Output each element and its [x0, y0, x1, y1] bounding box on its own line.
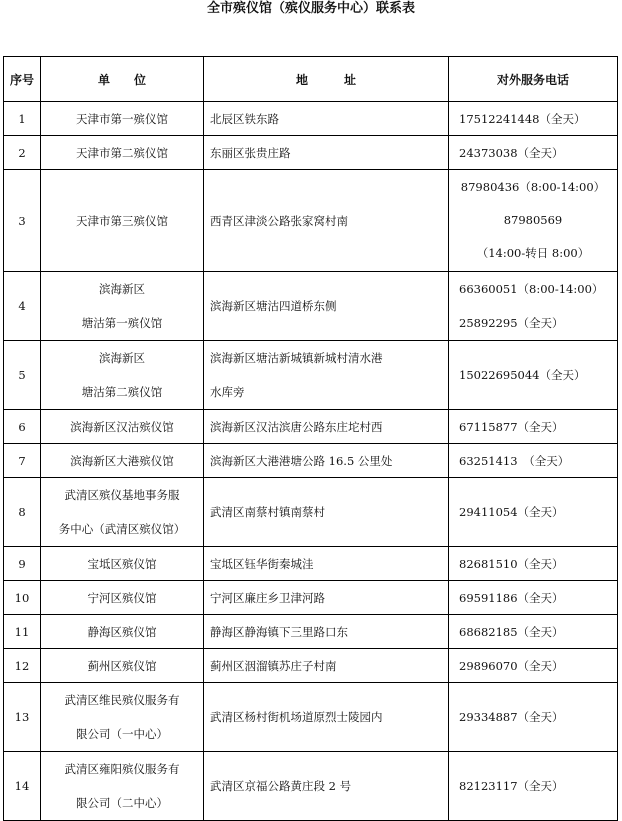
cell-unit-line: 务中心（武清区殡仪馆）	[58, 522, 186, 536]
cell-unit-line: 限公司（一中心）	[76, 727, 168, 741]
cell-unit-line: 宁河区殡仪馆	[87, 590, 157, 605]
cell-phone	[449, 581, 618, 615]
cell-serial-number: 2	[4, 136, 41, 170]
cell-phone-line: 63251413 （全天）	[459, 453, 570, 468]
cell-address-line: 水库旁	[210, 385, 245, 399]
cell-unit-line: 天津市第一殡仪馆	[76, 111, 168, 126]
cell-phone-line: 68682185（全天）	[459, 624, 564, 639]
cell-phone	[449, 136, 618, 170]
cell-address	[204, 581, 449, 615]
cell-unit	[41, 136, 204, 170]
cell-phone	[449, 272, 618, 341]
cell-unit	[41, 444, 204, 478]
cell-phone-line: 82681510（全天）	[459, 556, 564, 571]
header-address: 地 址	[204, 57, 449, 102]
cell-serial-number: 9	[4, 547, 41, 581]
cell-address	[204, 478, 449, 547]
table-body	[4, 102, 618, 821]
cell-address	[204, 341, 449, 410]
cell-address	[204, 272, 449, 341]
cell-phone	[449, 683, 618, 752]
cell-address-line: 武清区京福公路黄庄段 2 号	[210, 779, 352, 793]
cell-unit	[41, 272, 204, 341]
cell-address-line: 滨海新区汉沽滨唐公路东庄坨村西	[210, 419, 383, 434]
table-row	[4, 136, 618, 170]
cell-unit-line: 塘沽第一殡仪馆	[81, 316, 163, 330]
cell-unit-line: 武清区维民殡仪服务有	[64, 693, 180, 707]
table-row	[4, 683, 618, 752]
cell-unit	[41, 547, 204, 581]
table-row	[4, 102, 618, 136]
cell-phone	[449, 478, 618, 547]
header-phone: 对外服务电话	[449, 57, 618, 102]
table-row	[4, 444, 618, 478]
table-row	[4, 581, 618, 615]
cell-address	[204, 547, 449, 581]
cell-serial-number: 4	[4, 272, 41, 341]
cell-unit-line: 静海区殡仪馆	[87, 624, 157, 639]
cell-unit-line: 天津市第二殡仪馆	[76, 145, 168, 160]
cell-unit	[41, 410, 204, 444]
cell-unit-line: 滨海新区大港殡仪馆	[70, 453, 174, 468]
table-row	[4, 547, 618, 581]
cell-address-line: 滨海新区塘沽四道桥东侧	[210, 299, 337, 313]
cell-serial-number: 14	[4, 752, 41, 821]
cell-serial-number: 13	[4, 683, 41, 752]
cell-serial-number: 8	[4, 478, 41, 547]
cell-phone	[449, 547, 618, 581]
cell-address	[204, 136, 449, 170]
cell-unit-line: 武清区雍阳殡仪服务有	[64, 762, 180, 776]
cell-address-line: 北辰区铁东路	[210, 111, 279, 126]
cell-address	[204, 615, 449, 649]
cell-address-line: 宁河区廉庄乡卫津河路	[210, 590, 325, 605]
cell-address-line: 武清区南蔡村镇南蔡村	[210, 505, 325, 519]
cell-unit	[41, 170, 204, 272]
cell-unit	[41, 102, 204, 136]
table-row	[4, 341, 618, 410]
cell-address-line: 滨海新区塘沽新城镇新城村清水港	[210, 351, 383, 365]
document-title: 全市殡仪馆（殡仪服务中心）联系表	[206, 1, 415, 16]
table-row	[4, 649, 618, 683]
cell-serial-number: 10	[4, 581, 41, 615]
cell-address	[204, 444, 449, 478]
cell-phone	[449, 410, 618, 444]
table-header-row	[4, 57, 618, 102]
cell-phone-line: 87980569	[503, 213, 563, 227]
table-row	[4, 478, 618, 547]
header-unit: 单 位	[41, 57, 204, 102]
cell-phone-line: 87980436（8:00-14:00）	[460, 180, 606, 194]
cell-unit-line: 武清区殡仪基地事务服	[64, 488, 180, 502]
cell-phone-line: （14:00-转日 8:00）	[476, 246, 590, 260]
cell-unit	[41, 341, 204, 410]
cell-unit-line: 天津市第三殡仪馆	[76, 213, 168, 228]
cell-serial-number: 3	[4, 170, 41, 272]
cell-phone	[449, 752, 618, 821]
funeral-home-contact-table	[3, 56, 618, 821]
cell-unit-line: 宝坻区殡仪馆	[87, 556, 157, 571]
cell-phone-line: 82123117（全天）	[459, 779, 564, 793]
cell-phone-line: 29334887（全天）	[459, 710, 564, 724]
table-row	[4, 410, 618, 444]
cell-phone-line: 67115877（全天）	[459, 419, 564, 434]
cell-address-line: 蓟州区洇溜镇苏庄子村南	[210, 658, 337, 673]
cell-phone-line: 24373038（全天）	[459, 145, 564, 160]
cell-phone-line: 17512241448（全天）	[459, 111, 586, 126]
cell-address-line: 西青区津淡公路张家窝村南	[210, 213, 348, 228]
cell-address-line: 武清区杨村街机场道原烈士陵园内	[210, 710, 383, 724]
cell-unit	[41, 581, 204, 615]
cell-serial-number: 11	[4, 615, 41, 649]
cell-address	[204, 683, 449, 752]
cell-unit-line: 限公司（二中心）	[76, 796, 168, 810]
cell-unit	[41, 752, 204, 821]
cell-unit	[41, 478, 204, 547]
cell-phone-line: 69591186（全天）	[459, 590, 564, 605]
cell-serial-number: 5	[4, 341, 41, 410]
cell-phone	[449, 444, 618, 478]
table-row	[4, 752, 618, 821]
cell-address-line: 宝坻区钰华街秦城洼	[210, 556, 314, 571]
cell-serial-number: 7	[4, 444, 41, 478]
table-row	[4, 272, 618, 341]
cell-address	[204, 170, 449, 272]
header-serial-number: 序号	[4, 57, 41, 102]
cell-unit-line: 塘沽第二殡仪馆	[81, 385, 163, 399]
cell-address-line: 滨海新区大港港塘公路 16.5 公里处	[210, 453, 393, 468]
cell-address	[204, 410, 449, 444]
cell-unit-line: 滨海新区	[99, 351, 145, 365]
cell-phone	[449, 615, 618, 649]
cell-unit-line: 滨海新区汉沽殡仪馆	[70, 419, 174, 434]
cell-address	[204, 752, 449, 821]
cell-phone	[449, 170, 618, 272]
cell-phone-line: 29896070（全天）	[459, 658, 564, 673]
cell-address	[204, 102, 449, 136]
cell-serial-number: 1	[4, 102, 41, 136]
cell-address-line: 静海区静海镇下三里路口东	[210, 624, 348, 639]
cell-unit-line: 滨海新区	[99, 282, 145, 296]
cell-phone-line: 66360051（8:00-14:00）	[459, 282, 604, 296]
table-row	[4, 615, 618, 649]
cell-unit-line: 蓟州区殡仪馆	[87, 658, 157, 673]
cell-unit	[41, 615, 204, 649]
cell-serial-number: 12	[4, 649, 41, 683]
cell-phone	[449, 649, 618, 683]
cell-phone-line: 29411054（全天）	[459, 505, 564, 519]
cell-serial-number: 6	[4, 410, 41, 444]
cell-phone-line: 25892295（全天）	[459, 316, 564, 330]
cell-address	[204, 649, 449, 683]
cell-phone	[449, 341, 618, 410]
cell-phone	[449, 102, 618, 136]
cell-unit	[41, 649, 204, 683]
cell-address-line: 东丽区张贵庄路	[210, 145, 291, 160]
cell-unit	[41, 683, 204, 752]
table-row	[4, 170, 618, 272]
cell-phone-line: 15022695044（全天）	[459, 368, 586, 382]
